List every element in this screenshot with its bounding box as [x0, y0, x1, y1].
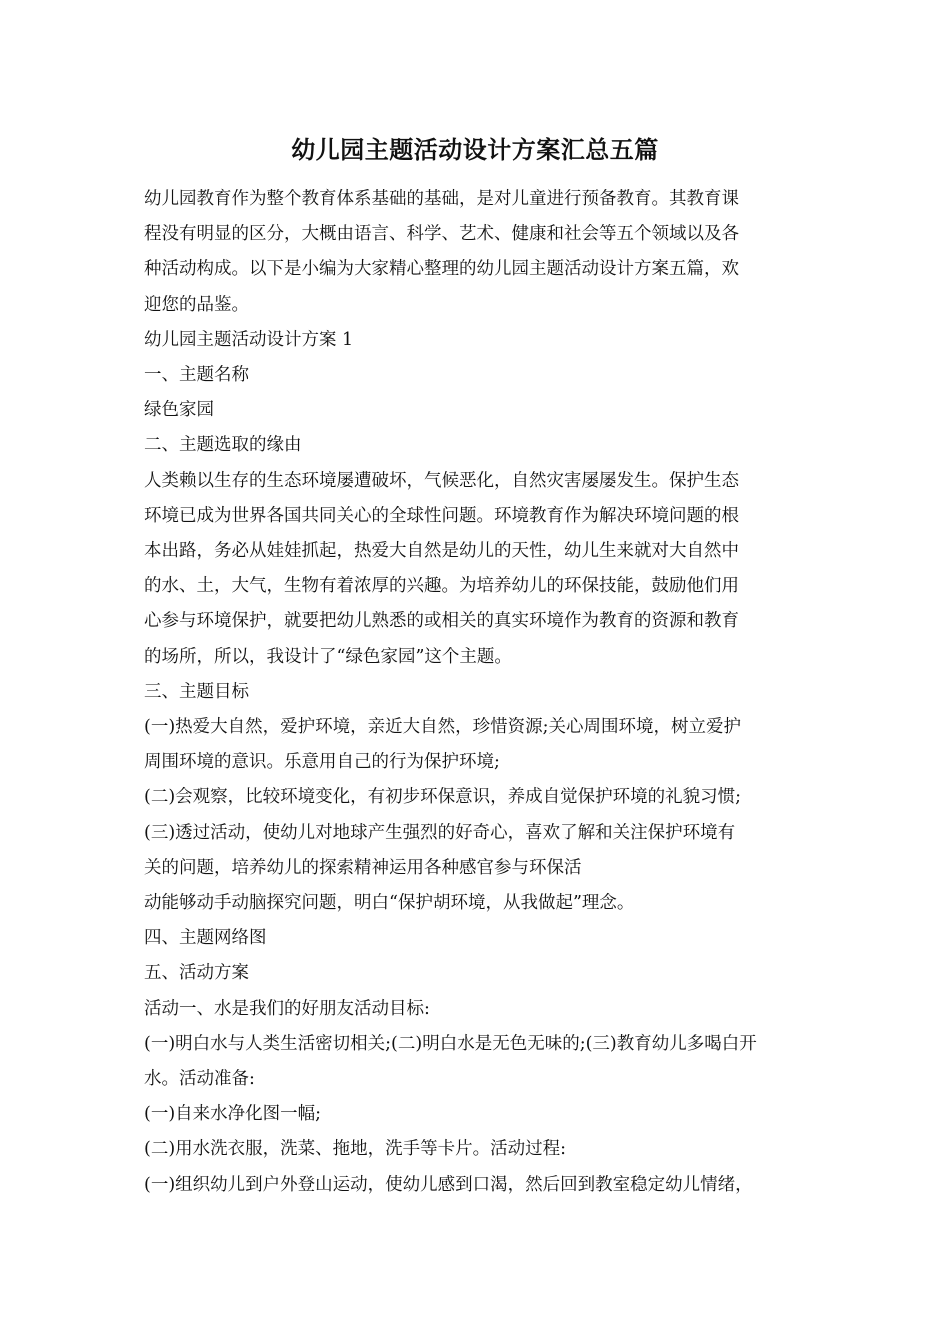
- paragraph: [144, 816, 814, 886]
- text-line: (一)组织幼儿到户外登山运动，使幼儿感到口渴，然后回到教室稳定幼儿情绪，: [144, 1174, 753, 1195]
- paragraph: [144, 323, 814, 358]
- text-line: (一)自来水净化图一幅;: [144, 1104, 322, 1125]
- paragraph: [144, 1132, 814, 1167]
- text-line: (二)用水洗衣服，洗菜、拖地，洗手等卡片。活动过程:: [144, 1139, 567, 1160]
- text-line: 幼儿园主题活动设计方案 1: [144, 329, 354, 350]
- text-line: 环境已成为世界各国共同关心的全球性问题。环境教育作为解决环境问题的根: [144, 505, 739, 526]
- text-line: 绿色家园: [144, 400, 214, 421]
- text-line: 迎您的品鉴。: [144, 294, 249, 315]
- text-line: 的场所，所以，我设计了“绿色家园”这个主题。: [144, 646, 512, 667]
- text-line: 五、活动方案: [144, 963, 249, 984]
- text-line: 人类赖以生存的生态环境屡遭破坏，气候恶化，自然灾害屡屡发生。保护生态: [144, 470, 739, 491]
- paragraph: [144, 1168, 814, 1203]
- text-line: 活动一、水是我们的好朋友活动目标:: [144, 998, 430, 1019]
- paragraph: [144, 956, 814, 991]
- text-line: 幼儿园教育作为整个教育体系基础的基础，是对儿童进行预备教育。其教育课: [144, 189, 739, 209]
- text-line: 周围环境的意识。乐意用自己的行为保护环境;: [144, 752, 500, 773]
- paragraph: [144, 464, 814, 675]
- text-line: 四、主题网络图: [144, 928, 267, 949]
- paragraph: [144, 1027, 814, 1097]
- paragraph: [144, 886, 814, 921]
- text-line: 程没有明显的区分，大概由语言、科学、艺术、健康和社会等五个领域以及各: [144, 224, 739, 245]
- text-line: 一、主题名称: [144, 365, 249, 386]
- text-line: 二、主题选取的缘由: [144, 435, 302, 456]
- text-line: 水。活动准备:: [144, 1069, 255, 1090]
- text-line: 三、主题目标: [144, 681, 249, 702]
- paragraph: [144, 358, 814, 393]
- paragraph: [144, 710, 814, 780]
- text-line: (一)明白水与人类生活密切相关;(二)明白水是无色无味的;(三)教育幼儿多喝白开: [144, 1033, 757, 1054]
- document-body: [144, 182, 814, 1203]
- text-line: 动能够动手动脑探究问题，明白“保护胡环境，从我做起”理念。: [144, 893, 635, 914]
- text-line: 种活动构成。以下是小编为大家精心整理的幼儿园主题活动设计方案五篇，欢: [144, 259, 739, 280]
- text-line: 的水、土，大气，生物有着浓厚的兴趣。为培养幼儿的环保技能，鼓励他们用: [144, 576, 739, 597]
- paragraph: [144, 182, 814, 323]
- paragraph: [144, 428, 814, 463]
- text-line: 本出路，务必从娃娃抓起，热爱大自然是幼儿的天性，幼儿生来就对大自然中: [144, 541, 739, 562]
- paragraph: [144, 780, 814, 815]
- paragraph: [144, 1097, 814, 1132]
- paragraph: [144, 992, 814, 1027]
- text-line: 关的问题，培养幼儿的探索精神运用各种感官参与环保活: [144, 857, 582, 878]
- document-title: 幼儿园主题活动设计方案汇总五篇: [291, 135, 659, 164]
- text-line: (二)会观察，比较环境变化，有初步环保意识，养成自觉保护环境的礼貌习惯;: [144, 787, 742, 808]
- paragraph: [144, 393, 814, 428]
- text-line: (一)热爱大自然，爱护环境，亲近大自然，珍惜资源;关心周围环境，树立爱护: [144, 717, 742, 738]
- paragraph: [144, 675, 814, 710]
- paragraph: [144, 921, 814, 956]
- text-line: (三)透过活动，使幼儿对地球产生强烈的好奇心，喜欢了解和关注保护环境有: [144, 822, 736, 843]
- text-line: 心参与环境保护，就要把幼儿熟悉的或相关的真实环境作为教育的资源和教育: [144, 611, 739, 632]
